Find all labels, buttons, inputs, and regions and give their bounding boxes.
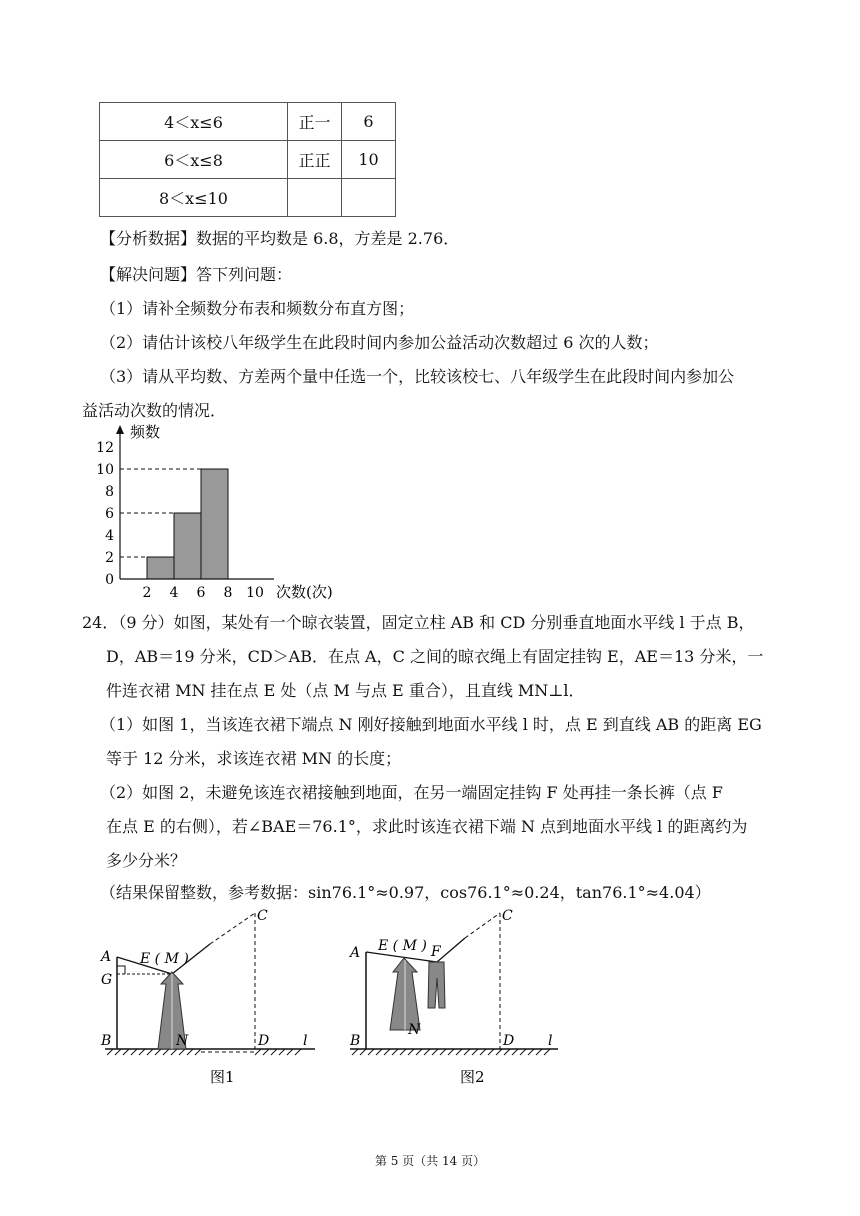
histogram-bar — [147, 557, 174, 579]
label-n: N — [408, 1022, 421, 1038]
label-c: C — [502, 908, 513, 924]
label-d: D — [258, 1033, 270, 1049]
label-l: l — [303, 1033, 308, 1049]
rope-dashed — [465, 913, 500, 938]
ground-hatching — [352, 1049, 550, 1055]
count-cell: 10 — [342, 141, 396, 179]
rope-dashed — [210, 913, 255, 944]
x-axis-label: 次数(次) — [276, 583, 333, 601]
figure-caption: 图1 — [210, 1068, 235, 1086]
problem-24-line2: D，AB＝19 分米，CD＞AB．在点 A，C 之间的晾衣绳上有固定挂钩 E，AE＝13 分米，一 — [106, 647, 764, 666]
y-tick-label: 8 — [105, 484, 114, 500]
label-g: G — [101, 972, 113, 988]
y-tick-labels — [96, 440, 114, 588]
y-axis-arrow — [116, 425, 124, 434]
label-b: B — [101, 1033, 112, 1049]
problem-24-q1-line1: （1）如图 1，当该连衣裙下端点 N 刚好接触到地面水平线 l 时，点 E 到直线 AB 的距离 EG — [100, 715, 762, 734]
label-a: A — [101, 949, 112, 965]
right-angle-mark — [117, 966, 125, 974]
x-tick-labels — [143, 585, 264, 601]
y-axis-label: 频数 — [130, 423, 161, 441]
histogram-bar — [201, 469, 228, 579]
range-cell: 8＜x≤10 — [100, 179, 288, 217]
label-em: E ( M ) — [140, 951, 189, 967]
label-b: B — [350, 1033, 361, 1049]
x-tick-label: 2 — [142, 585, 152, 601]
y-tick-label: 12 — [96, 440, 114, 456]
y-tick-label: 6 — [105, 506, 114, 522]
label-f: F — [431, 944, 441, 960]
reference-data: （结果保留整数，参考数据：sin76.1°≈0.97，cos76.1°≈0.24，tan76.1°≈4.04） — [100, 883, 711, 902]
question-1: （1）请补全频数分布表和频数分布直方图； — [100, 299, 415, 318]
tally-cell: 正正 — [288, 141, 342, 179]
problem-24-q1-line2: 等于 12 分米，求该连衣裙 MN 的长度； — [106, 749, 402, 768]
question-2: （2）请估计该校八年级学生在此段时间内参加公益活动次数超过 6 次的人数； — [100, 333, 659, 352]
label-c: C — [257, 908, 268, 924]
y-tick-label: 10 — [96, 462, 114, 478]
table-row — [100, 141, 396, 179]
x-tick-label: 8 — [223, 585, 233, 601]
rope-fc — [437, 938, 465, 962]
tally-cell: 正一 — [288, 103, 342, 141]
count-cell: 6 — [342, 103, 396, 141]
problem-24-q2-line3: 多少分米？ — [106, 851, 187, 870]
label-l: l — [548, 1033, 553, 1049]
problem-24-line1: 24．（9 分）如图，某处有一个晾衣装置，固定立柱 AB 和 CD 分别垂直地面水平线 l 于点 B， — [82, 613, 755, 632]
table-row — [100, 179, 396, 217]
pants-shape — [428, 962, 445, 1008]
question-3-line2: 益活动次数的情况． — [82, 401, 227, 420]
label-n: N — [176, 1033, 189, 1049]
y-tick-label: 4 — [105, 528, 114, 544]
figure-2 — [340, 900, 570, 1090]
question-3-line1: （3）请从平均数、方差两个量中任选一个，比较该校七、八年级学生在此段时间内参加公 — [100, 367, 735, 386]
problem-24-q2-line2: 在点 E 的右侧），若∠BAE＝76.1°，求此时该连衣裙下端 N 点到地面水平线 l 的距离约为 — [106, 817, 748, 836]
solve-heading: 【解决问题】答下列问题： — [100, 265, 293, 284]
histogram-bars — [147, 469, 228, 579]
x-tick-label: 4 — [169, 585, 179, 601]
table-row — [100, 103, 396, 141]
count-cell — [342, 179, 396, 217]
problem-24-line3: 件连衣裙 MN 挂在点 E 处（点 M 与点 E 重合），且直线 MN⊥l． — [106, 681, 585, 700]
label-a: A — [350, 945, 361, 961]
range-cell: 6＜x≤8 — [100, 141, 288, 179]
range-cell: 4＜x≤6 — [100, 103, 288, 141]
y-tick-label: 2 — [105, 550, 114, 566]
figure-caption: 图2 — [460, 1068, 485, 1086]
problem-24-q2-line1: （2）如图 2，未避免该连衣裙接触到地面，在另一端固定挂钩 F 处再挂一条长裤（点 F — [100, 783, 723, 802]
label-d: D — [503, 1033, 515, 1049]
frequency-table — [99, 102, 396, 217]
y-tick-label: 0 — [105, 572, 114, 588]
x-tick-label: 6 — [196, 585, 206, 601]
histogram-chart — [80, 420, 360, 604]
x-tick-label: 10 — [246, 585, 264, 601]
page-footer: 第 5 页（共 14 页） — [374, 1154, 486, 1168]
figure-1 — [95, 900, 325, 1090]
tally-cell — [288, 179, 342, 217]
analysis-text: 【分析数据】数据的平均数是 6.8，方差是 2.76． — [100, 229, 460, 248]
label-em: E ( M ) — [378, 938, 427, 954]
histogram-bar — [174, 513, 201, 579]
